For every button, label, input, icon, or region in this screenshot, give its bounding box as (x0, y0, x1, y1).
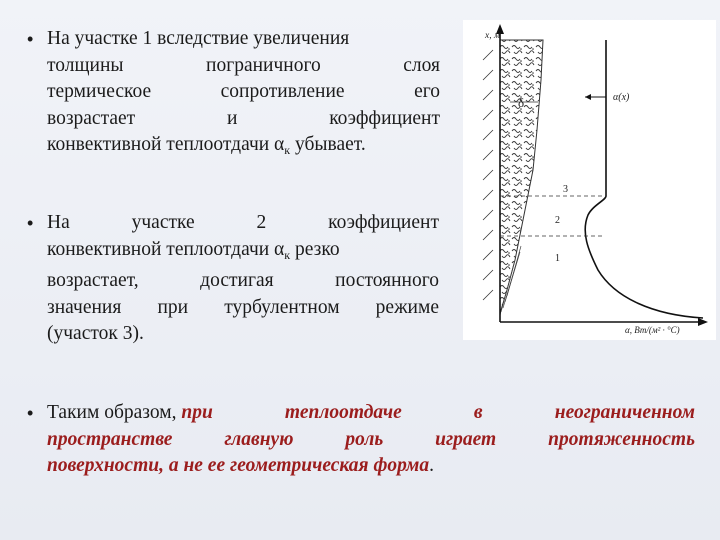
bullet-paragraph-3 (27, 400, 695, 480)
delta-label: δ (518, 95, 525, 110)
text-segment: конвективной теплоотдачи α (47, 238, 285, 260)
word: возрастает, (47, 270, 139, 291)
word: толщины (47, 54, 124, 76)
text-line (47, 237, 439, 269)
emphasis-text: при теплоотдаче в неограниченном (181, 402, 695, 423)
word: возрастает (47, 107, 136, 129)
word: при (157, 296, 189, 318)
x-axis-label: α, Вт/(м² · °С) (625, 325, 680, 335)
word: постоянного (335, 270, 439, 291)
text-line (47, 321, 439, 348)
text-line (47, 53, 440, 80)
text-segment: Таким образом, (47, 402, 182, 423)
alpha-curve (585, 40, 703, 318)
boundary-layer-diagram (463, 20, 716, 340)
wall-hatching (483, 50, 493, 300)
word: термическое (47, 81, 152, 102)
y-axis-label: x, м (485, 31, 501, 41)
word: слоя (403, 54, 440, 76)
bullet-marker: • (27, 29, 34, 49)
text-line (47, 79, 440, 106)
emphasis-text: поверхности, а не ее геометрическая форма (47, 455, 430, 476)
curve-label-arrow (585, 94, 591, 100)
x-axis-arrow (698, 318, 708, 326)
text-segment: (участок 3). (47, 323, 144, 344)
subscript: к (284, 143, 291, 157)
text-line (47, 106, 440, 133)
text-line (47, 453, 695, 480)
bullet-marker: • (27, 213, 34, 233)
zone-label-3: 3 (563, 184, 568, 195)
word: сопротивление (220, 81, 345, 102)
word: режиме (375, 296, 439, 318)
word: его (414, 81, 440, 102)
bullet-paragraph-1 (27, 26, 440, 164)
text-line (47, 26, 440, 53)
text-line (47, 210, 439, 237)
word: участке (131, 212, 195, 233)
text-segment: убывает. (290, 134, 366, 155)
word: коэффициент (329, 107, 440, 129)
subscript: к (284, 247, 291, 262)
word: и (226, 107, 238, 129)
word: 2 (256, 212, 267, 233)
word: значения (47, 296, 122, 318)
text-line (47, 400, 695, 427)
emphasis-text: пространстве главную роль играет протяженность (47, 428, 695, 450)
bullet-paragraph-2 (27, 210, 439, 348)
word: турбулентном (224, 296, 340, 318)
text-line (47, 268, 439, 295)
zone-label-2: 2 (555, 215, 560, 226)
word: коэффициент (328, 212, 439, 233)
boundary-layer-figure (463, 20, 716, 340)
bullet-marker: • (27, 403, 34, 423)
text-segment: резко (290, 238, 340, 260)
zone-label-1: 1 (555, 253, 560, 264)
text-segment: На участке 1 вследствие увеличения (47, 28, 350, 49)
text-segment: . (429, 455, 434, 476)
turbulent-layer (500, 40, 543, 315)
word: достигая (200, 270, 274, 291)
word: На (47, 212, 70, 233)
text-line (47, 295, 439, 322)
word: пограничного (206, 54, 321, 76)
text-line (47, 427, 695, 454)
text-line (47, 132, 440, 164)
curve-label: α(x) (613, 92, 630, 103)
text-segment: конвективной теплоотдачи α (47, 134, 285, 155)
